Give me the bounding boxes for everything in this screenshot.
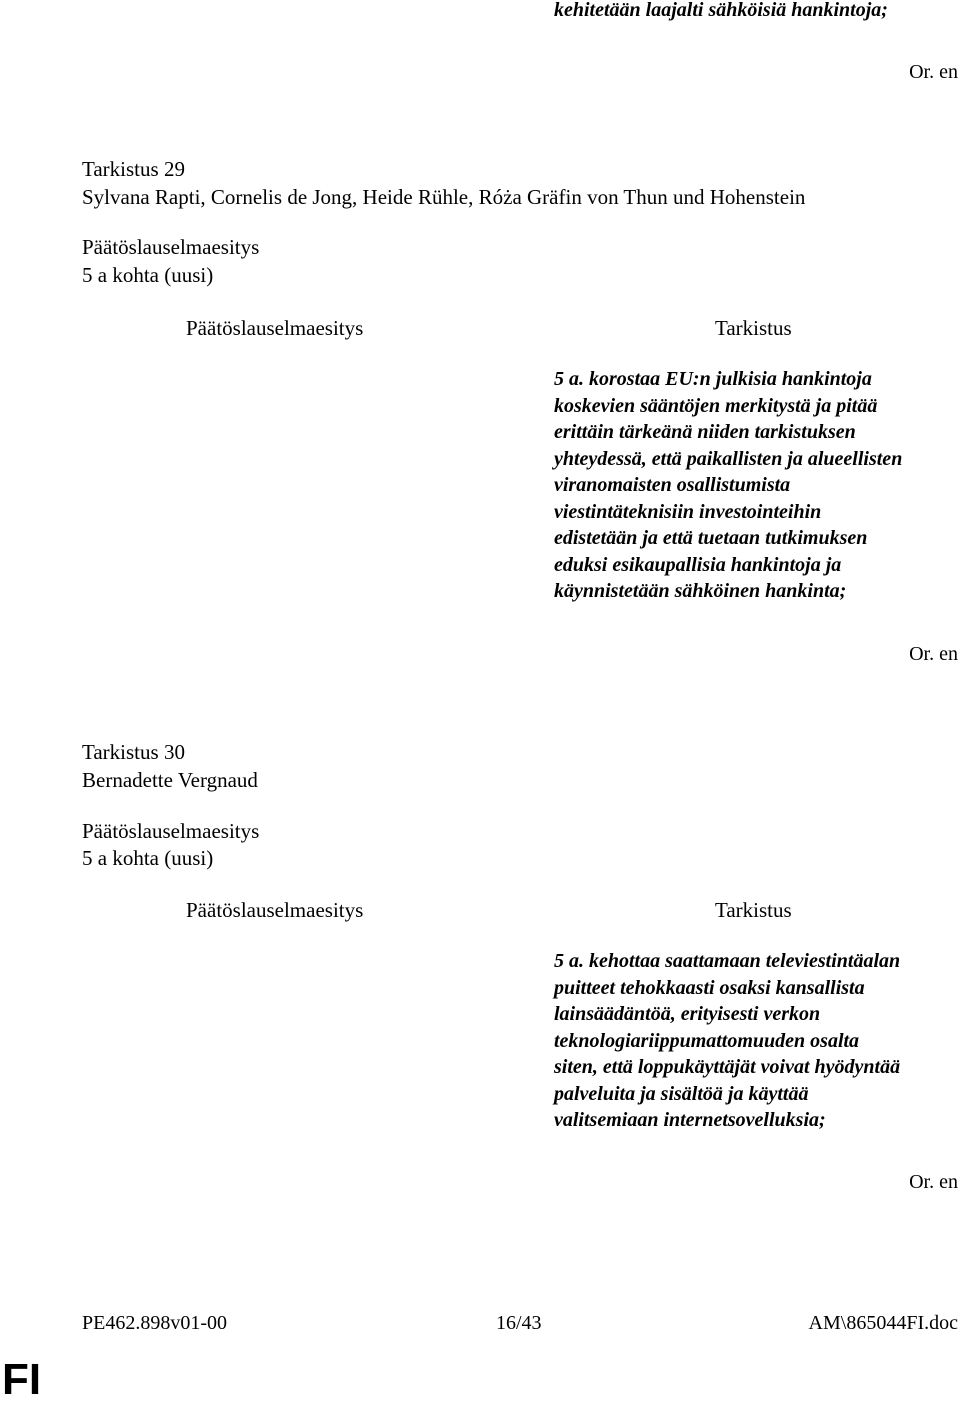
amended-point: 5 a kohta (uusi): [82, 263, 214, 287]
text-line: 5 a. kehottaa saattamaan televiestintäalan: [554, 950, 901, 972]
text-line: viestintäteknisiin investointeihin: [554, 500, 822, 523]
text-line: koskevien sääntöjen merkitystä ja pitää: [554, 394, 878, 417]
text-line: siten, että loppukäyttäjät voivat hyödyntää: [554, 1056, 901, 1078]
text-line: viranomaisten osallistumista: [554, 474, 791, 496]
column-heading-amendment: Tarkistus: [715, 316, 792, 340]
text-line: edistetään ja että tuetaan tutkimuksen: [554, 527, 868, 549]
document-type: Päätöslauselmaesitys: [82, 235, 260, 259]
original-language-label: Or. en: [909, 61, 958, 83]
page-number: 16/43: [496, 1312, 542, 1334]
document-reference: PE462.898v01-00: [82, 1312, 227, 1334]
amendment-text: [554, 948, 900, 1134]
amendment-title: Tarkistus 30: [82, 740, 185, 764]
amendment-text: [554, 366, 902, 605]
text-line: 5 a. korostaa EU:n julkisia hankintoja: [554, 368, 872, 390]
column-heading-original: Päätöslauselmaesitys: [186, 316, 364, 340]
amendment-authors: Sylvana Rapti, Cornelis de Jong, Heide Rühle, Róża Gräfin von Thun und Hohenstein: [82, 185, 806, 209]
document-type: Päätöslauselmaesitys: [82, 819, 260, 843]
text-line: palveluita ja sisältöä ja käyttää: [554, 1082, 809, 1105]
original-language-label: Or. en: [909, 1171, 958, 1193]
text-line: lainsäädäntöä, erityisesti verkon: [554, 1003, 821, 1025]
text-line: teknologiariippumattomuuden osalta: [554, 1029, 860, 1052]
text-line: käynnistetään sähköinen hankinta;: [554, 580, 847, 602]
text-line: yhteydessä, että paikallisten ja alueellisten: [554, 447, 903, 470]
amendment-title: Tarkistus 29: [82, 157, 185, 181]
column-heading-original: Päätöslauselmaesitys: [186, 898, 364, 922]
amendment-authors: Bernadette Vergnaud: [82, 768, 258, 792]
original-language-label: Or. en: [909, 643, 958, 665]
text-line: erittäin tärkeänä niiden tarkistuksen: [554, 421, 856, 443]
continuation-text: kehitetään laajalti sähköisiä hankintoja;: [554, 0, 888, 21]
language-mark: FI: [2, 1355, 42, 1404]
text-line: puitteet tehokkaasti osaksi kansallista: [554, 976, 865, 999]
text-line: valitsemiaan internetsovelluksia;: [554, 1109, 826, 1131]
file-name: AM\865044FI.doc: [808, 1312, 958, 1334]
amended-point: 5 a kohta (uusi): [82, 846, 214, 870]
text-line: eduksi esikaupallisia hankintoja ja: [554, 553, 842, 576]
column-heading-amendment: Tarkistus: [715, 898, 792, 922]
